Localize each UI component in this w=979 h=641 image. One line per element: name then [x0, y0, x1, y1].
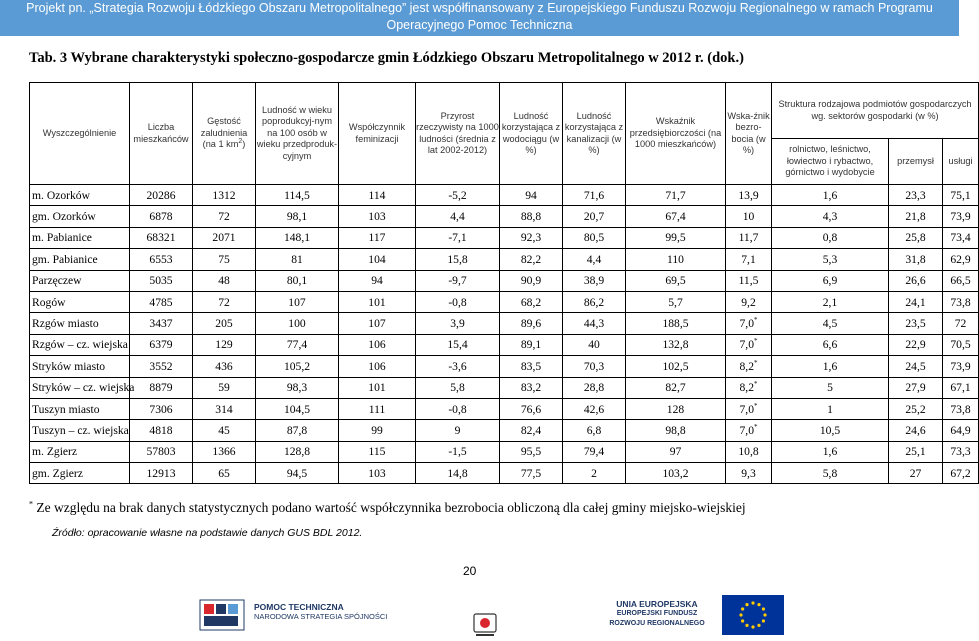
table-cell: 10,8 [726, 441, 772, 462]
eu-star-icon [745, 624, 748, 627]
table-cell: 107 [339, 313, 416, 334]
table-cell: 22,9 [889, 334, 943, 355]
table-cell: 103 [339, 206, 416, 227]
table-cell: 5 [772, 377, 889, 398]
table-cell: 13,9 [726, 185, 772, 206]
header-services: usługi [943, 139, 979, 185]
table-body [30, 185, 979, 484]
table-cell: 98,8 [626, 420, 726, 441]
table-cell: 7,1 [726, 249, 772, 270]
table-cell: 3437 [130, 313, 193, 334]
eu-label: UNIA EUROPEJSKA [616, 599, 698, 609]
table-cell: 79,4 [563, 441, 626, 462]
table-cell: 128 [626, 398, 726, 419]
table-cell: 5,7 [626, 291, 726, 312]
table-cell: 76,6 [500, 398, 563, 419]
table-row [30, 463, 979, 484]
row-municipality-name: Rzgów miasto [30, 313, 130, 334]
header-industry: przemysł [889, 139, 943, 185]
table-cell: 314 [193, 398, 256, 419]
table-cell: 15,8 [416, 249, 500, 270]
table-cell: 89,1 [500, 334, 563, 355]
row-municipality-name: Stryków – cz. wiejska [30, 377, 130, 398]
eu-star-icon [745, 603, 748, 606]
table-cell: 114 [339, 185, 416, 206]
table-cell: 94,5 [256, 463, 339, 484]
table-cell: 99 [339, 420, 416, 441]
table-cell: 0,8 [772, 227, 889, 248]
table-cell: 14,8 [416, 463, 500, 484]
table-cell: 103,2 [626, 463, 726, 484]
footnote-reference: * [754, 358, 758, 367]
table-cell: 82,7 [626, 377, 726, 398]
table-cell: 70,3 [563, 356, 626, 377]
table-cell: 4,3 [772, 206, 889, 227]
table-cell: 67,1 [943, 377, 979, 398]
table-cell: 72 [943, 313, 979, 334]
table-cell: 15,4 [416, 334, 500, 355]
table-row [30, 291, 979, 312]
table-cell: 45 [193, 420, 256, 441]
table-cell: 92,3 [500, 227, 563, 248]
table-cell: 128,8 [256, 441, 339, 462]
table-row [30, 270, 979, 291]
eu-logo [598, 593, 798, 637]
table-cell: 7,0* [726, 420, 772, 441]
table-cell: 72 [193, 206, 256, 227]
table-cell: 24,5 [889, 356, 943, 377]
table-cell: 110 [626, 249, 726, 270]
table-cell: 8879 [130, 377, 193, 398]
header-post-working-age: Ludność w wieku poprodukcyj-nym na 100 osób w wieku przedproduk-cyjnym [256, 83, 339, 185]
header-density: Gęstość zaludnienia (na 1 $km^2$) [193, 83, 256, 185]
table-cell: 7,0* [726, 313, 772, 334]
footnote-reference: * [754, 401, 758, 410]
footnote-reference: * [754, 380, 758, 389]
table-cell: 4,4 [416, 206, 500, 227]
table-cell: 71,7 [626, 185, 726, 206]
table-cell: 59 [193, 377, 256, 398]
table-cell: 8,2* [726, 377, 772, 398]
document-header-banner [0, 0, 959, 36]
table-row [30, 206, 979, 227]
table-cell: 132,8 [626, 334, 726, 355]
table-cell: 6379 [130, 334, 193, 355]
table-cell: 25,8 [889, 227, 943, 248]
table-cell: 26,6 [889, 270, 943, 291]
table-row [30, 377, 979, 398]
table-cell: 148,1 [256, 227, 339, 248]
table-cell: 23,3 [889, 185, 943, 206]
table-cell: 98,1 [256, 206, 339, 227]
pomoc-techniczna-logo [198, 596, 388, 636]
table-cell: 101 [339, 377, 416, 398]
pomoc-techniczna-label: POMOC TECHNICZNA [254, 602, 344, 612]
table-cell: 11,5 [726, 270, 772, 291]
row-municipality-name: Tuszyn – cz. wiejska [30, 420, 130, 441]
table-cell: 94 [339, 270, 416, 291]
table-cell: 70,5 [943, 334, 979, 355]
table-cell: 3,9 [416, 313, 500, 334]
table-cell: 69,5 [626, 270, 726, 291]
footnote-text: Ze względu na brak danych statystycznych podano wartość współczynnika bezrobocia obliczoną dla całej gminy miejsko-wiejskiej [33, 500, 746, 515]
table-cell: 100 [256, 313, 339, 334]
table-cell: 436 [193, 356, 256, 377]
row-municipality-name: Stryków miasto [30, 356, 130, 377]
table-cell: 44,3 [563, 313, 626, 334]
table-cell: 75 [193, 249, 256, 270]
table-cell: 67,4 [626, 206, 726, 227]
eu-star-icon [762, 607, 765, 610]
table-cell: 57803 [130, 441, 193, 462]
source-note: Źródło: opracowanie własne na podstawie danych GUS BDL 2012. [52, 527, 363, 539]
table-cell: 83,2 [500, 377, 563, 398]
table-cell: 1 [772, 398, 889, 419]
table-cell: 1,6 [772, 185, 889, 206]
table-cell: 4818 [130, 420, 193, 441]
table-row [30, 398, 979, 419]
header-wyszczegolnienie: Wyszczególnienie [30, 83, 130, 185]
table-cell: 129 [193, 334, 256, 355]
row-municipality-name: Rogów [30, 291, 130, 312]
table-cell: 9,3 [726, 463, 772, 484]
eu-star-icon [757, 624, 760, 627]
table-cell: 73,4 [943, 227, 979, 248]
footnote [29, 500, 746, 516]
table-cell: 6,8 [563, 420, 626, 441]
table-cell: -7,1 [416, 227, 500, 248]
table-cell: -5,2 [416, 185, 500, 206]
header-agriculture: rolnictwo, leśnictwo, łowiectwo i rybactwo, górnictwo i wydobycie [772, 139, 889, 185]
header-entrepreneurship: Wskaźnik przedsiębiorczości (na 1000 mieszkańców) [626, 83, 726, 185]
header-water-supply: Ludność korzystająca z wodociągu (w %) [500, 83, 563, 185]
table-cell: 67,2 [943, 463, 979, 484]
table-cell: 1312 [193, 185, 256, 206]
eu-flag-icon [722, 595, 784, 635]
table-row [30, 356, 979, 377]
table-cell: 6,9 [772, 270, 889, 291]
row-municipality-name: gm. Zgierz [30, 463, 130, 484]
table-row [30, 313, 979, 334]
eu-star-icon [739, 613, 742, 616]
row-municipality-name: m. Zgierz [30, 441, 130, 462]
table-cell: 103 [339, 463, 416, 484]
table-cell: 73,9 [943, 206, 979, 227]
table-cell: 7306 [130, 398, 193, 419]
table-row [30, 334, 979, 355]
table-cell: 94 [500, 185, 563, 206]
table-cell: 6553 [130, 249, 193, 270]
table-cell: 3552 [130, 356, 193, 377]
table-cell: 5,3 [772, 249, 889, 270]
table-cell: -0,8 [416, 398, 500, 419]
table-cell: 23,5 [889, 313, 943, 334]
table-cell: 1366 [193, 441, 256, 462]
table-cell: 27,9 [889, 377, 943, 398]
table-cell: 1,6 [772, 356, 889, 377]
table-cell: 89,6 [500, 313, 563, 334]
table-cell: 2,1 [772, 291, 889, 312]
footnote-mark: * [29, 499, 33, 509]
table-cell: 62,9 [943, 249, 979, 270]
table-cell: 1,6 [772, 441, 889, 462]
table-cell: 64,9 [943, 420, 979, 441]
table-cell: -1,5 [416, 441, 500, 462]
table-cell: 10,5 [772, 420, 889, 441]
table-cell: 104 [339, 249, 416, 270]
table-cell: 73,9 [943, 356, 979, 377]
row-municipality-name: Rzgów – cz. wiejska [30, 334, 130, 355]
table-cell: 114,5 [256, 185, 339, 206]
table-cell: 82,2 [500, 249, 563, 270]
table-cell: 20286 [130, 185, 193, 206]
table-cell: 106 [339, 334, 416, 355]
table-cell: 12913 [130, 463, 193, 484]
table-cell: 77,5 [500, 463, 563, 484]
table-cell: 48 [193, 270, 256, 291]
table-cell: 99,5 [626, 227, 726, 248]
footnote-reference: * [754, 316, 758, 325]
table-cell: 77,4 [256, 334, 339, 355]
eu-star-icon [751, 601, 754, 604]
table-cell: 7,0* [726, 334, 772, 355]
table-cell: 7,0* [726, 398, 772, 419]
row-municipality-name: Parzęczew [30, 270, 130, 291]
table-cell: 5035 [130, 270, 193, 291]
table-row [30, 185, 979, 206]
table-cell: 38,9 [563, 270, 626, 291]
eu-star-icon [741, 607, 744, 610]
table-cell: 31,8 [889, 249, 943, 270]
table-cell: 97 [626, 441, 726, 462]
table-cell: 11,7 [726, 227, 772, 248]
table-cell: 25,1 [889, 441, 943, 462]
table-cell: 88,8 [500, 206, 563, 227]
table-cell: 2071 [193, 227, 256, 248]
table-cell: 98,3 [256, 377, 339, 398]
header-unemployment: Wska-źnik bezro-bocia (w %) [726, 83, 772, 185]
table-cell: 80,1 [256, 270, 339, 291]
footnote-reference: * [754, 337, 758, 346]
header-sewerage: Ludność korzystająca z kanalizacji (w %) [563, 83, 626, 185]
table-cell: 2 [563, 463, 626, 484]
table-cell: 86,2 [563, 291, 626, 312]
table-cell: 106 [339, 356, 416, 377]
table-cell: 4785 [130, 291, 193, 312]
eu-star-icon [751, 625, 754, 628]
table-cell: 68321 [130, 227, 193, 248]
table-cell: 27 [889, 463, 943, 484]
row-municipality-name: m. Ozorków [30, 185, 130, 206]
table-cell: 21,8 [889, 206, 943, 227]
table-cell: 10 [726, 206, 772, 227]
table-cell: 101 [339, 291, 416, 312]
table-cell: 95,5 [500, 441, 563, 462]
header-population-growth: Przyrost rzeczywisty na 1000 ludności (średnia z lat 2002-2012) [416, 83, 500, 185]
table-cell: 9 [416, 420, 500, 441]
table-row [30, 441, 979, 462]
kreuje-logo-icon [471, 612, 499, 638]
eu-star-icon [763, 613, 766, 616]
header-feminization: Współczynnik feminizacji [339, 83, 416, 185]
table-row [30, 227, 979, 248]
table-title: Tab. 3 Wybrane charakterystyki społeczno-gospodarcze gmin Łódzkiego Obszaru Metropolitalnego w 2012 r. (dok.) [29, 50, 744, 66]
table-cell: 117 [339, 227, 416, 248]
table-cell: 82,4 [500, 420, 563, 441]
nss-label: NARODOWA STRATEGIA SPÓJNOŚCI [254, 612, 388, 621]
table-cell: 42,6 [563, 398, 626, 419]
table-cell: 6878 [130, 206, 193, 227]
table-cell: 83,5 [500, 356, 563, 377]
table-row [30, 420, 979, 441]
characteristics-table [29, 82, 979, 484]
table-cell: 80,5 [563, 227, 626, 248]
table-cell: 111 [339, 398, 416, 419]
table-cell: 71,6 [563, 185, 626, 206]
table-cell: 75,1 [943, 185, 979, 206]
table-cell: 6,6 [772, 334, 889, 355]
table-cell: 73,8 [943, 398, 979, 419]
table-cell: 105,2 [256, 356, 339, 377]
table-cell: 66,5 [943, 270, 979, 291]
table-cell: 205 [193, 313, 256, 334]
table-cell: 73,3 [943, 441, 979, 462]
table-cell: 104,5 [256, 398, 339, 419]
table-cell: 24,1 [889, 291, 943, 312]
table-cell: 107 [256, 291, 339, 312]
table-cell: 72 [193, 291, 256, 312]
erdf-label-2: ROZWOJU REGIONALNEGO [609, 620, 705, 627]
table-cell: 90,9 [500, 270, 563, 291]
table-cell: 24,6 [889, 420, 943, 441]
table-cell: -9,7 [416, 270, 500, 291]
table-cell: 102,5 [626, 356, 726, 377]
table-cell: 87,8 [256, 420, 339, 441]
table-cell: 73,8 [943, 291, 979, 312]
table-cell: 5,8 [772, 463, 889, 484]
table-cell: 5,8 [416, 377, 500, 398]
table-cell: 4,4 [563, 249, 626, 270]
page-number: 20 [463, 564, 477, 578]
footnote-reference: * [754, 423, 758, 432]
table-cell: 28,8 [563, 377, 626, 398]
table-cell: 188,5 [626, 313, 726, 334]
table-cell: 65 [193, 463, 256, 484]
table-cell: 68,2 [500, 291, 563, 312]
table-cell: -3,6 [416, 356, 500, 377]
header-line-2: Operacyjnego Pomoc Techniczna [386, 18, 573, 32]
table-cell: -0,8 [416, 291, 500, 312]
table-cell: 40 [563, 334, 626, 355]
eu-star-icon [757, 603, 760, 606]
table-cell: 4,5 [772, 313, 889, 334]
erdf-label-1: EUROPEJSKI FUNDUSZ [616, 610, 698, 617]
pomoc-techniczna-emblem-icon [198, 598, 246, 632]
header-sector-structure: Struktura rodzajowa podmiotów gospodarczych wg. sektorów gospodarki (w %) [772, 83, 979, 139]
table-cell: 20,7 [563, 206, 626, 227]
header-population: Liczba mieszkańców [130, 83, 193, 185]
header-line-1: Projekt pn. „Strategia Rozwoju Łódzkiego Obszaru Metropolitalnego” jest współfinansowany z Europejskiego Funduszu Rozwoju Regionalnego w ramach Programu [26, 1, 933, 15]
row-municipality-name: gm. Pabianice [30, 249, 130, 270]
table-cell: 8,2* [726, 356, 772, 377]
eu-star-icon [741, 619, 744, 622]
table-cell: 115 [339, 441, 416, 462]
table-cell: 25,2 [889, 398, 943, 419]
row-municipality-name: Tuszyn miasto [30, 398, 130, 419]
eu-star-icon [762, 619, 765, 622]
row-municipality-name: gm. Ozorków [30, 206, 130, 227]
row-municipality-name: m. Pabianice [30, 227, 130, 248]
table-cell: 9,2 [726, 291, 772, 312]
table-cell: 81 [256, 249, 339, 270]
table-row [30, 249, 979, 270]
